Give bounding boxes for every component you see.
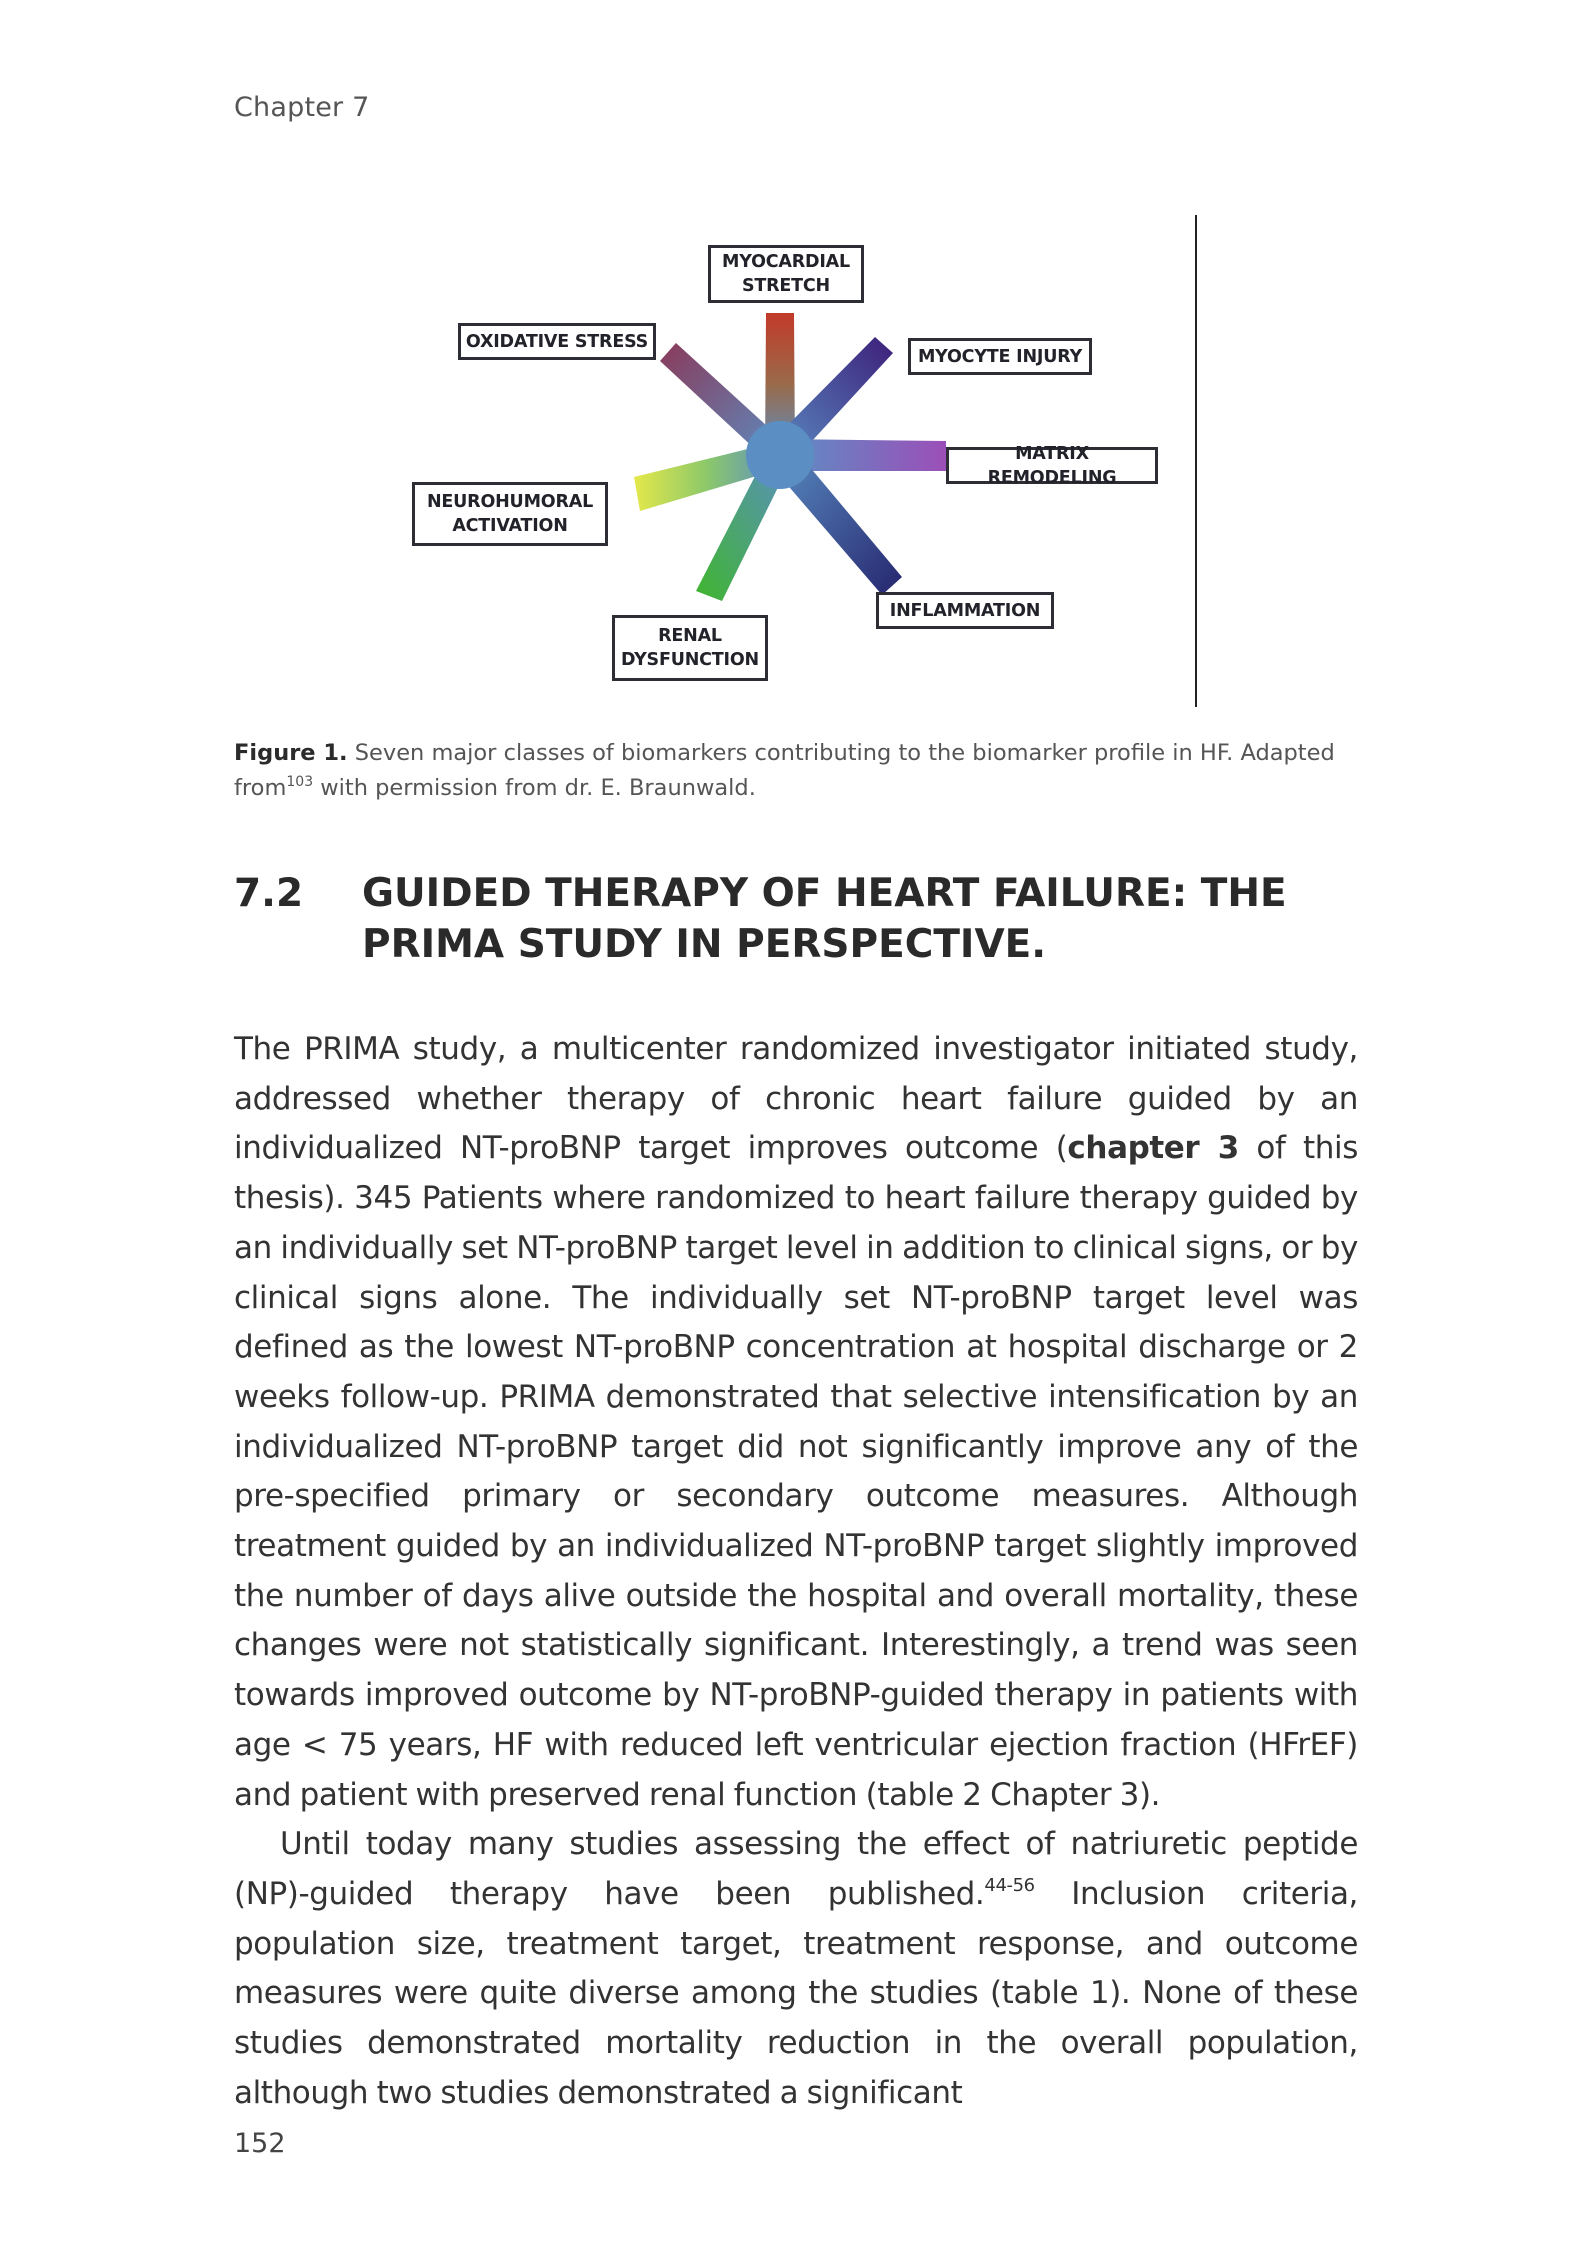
biomarker-hub	[746, 421, 814, 489]
caption-ref: 103	[286, 774, 314, 790]
label-myocyte-injury: MYOCYTE INJURY	[908, 338, 1092, 375]
paragraph-1	[234, 1025, 1358, 1820]
section-number: 7.2	[234, 871, 304, 916]
body-text	[234, 1025, 1358, 2118]
biomarker-figure	[380, 215, 1220, 715]
chapter-reference: chapter 3	[1067, 1130, 1239, 1167]
caption-text: Seven major classes of biomarkers contributing to the biomarker profile in HF. Adapted from	[234, 740, 1335, 801]
paragraph-2-text: Until today many studies assessing the effect of natriuretic peptide (NP)-guided therapy have been published.	[234, 1826, 1358, 1912]
caption-text-2: with permission from dr. E. Braunwald.	[313, 775, 756, 801]
page-number: 152	[234, 2128, 286, 2159]
paragraph-1-text: The PRIMA study, a multicenter randomized investigator initiated study, addressed whether therapy of chronic heart failure guided by an individualized NT-proBNP target improves outcome (	[234, 1031, 1358, 1167]
paragraph-2	[234, 1820, 1358, 2118]
paragraph-2-text-cont: Inclusion criteria, population size, treatment target, treatment response, and outcome measures were quite diverse among the studies (table 1). None of these studies demonstrated mortality reduction in the overall population, although two studies demonstrated a significant	[234, 1875, 1358, 2111]
section-heading	[234, 868, 1374, 970]
label-matrix-remodeling: MATRIX REMODELING	[946, 447, 1158, 484]
label-neurohumoral-activation: NEUROHUMORAL ACTIVATION	[412, 482, 608, 546]
label-oxidative-stress: OXIDATIVE STRESS	[458, 323, 656, 360]
label-myocardial-stretch: MYOCARDIAL STRETCH	[708, 245, 864, 303]
figure-caption	[234, 736, 1358, 806]
figure-divider-line	[1195, 215, 1197, 707]
caption-label: Figure 1.	[234, 740, 348, 766]
running-header: Chapter 7	[234, 92, 370, 123]
paragraph-2-ref: 44-56	[984, 1874, 1035, 1896]
section-title: GUIDED THERAPY OF HEART FAILURE: THE PRIMA STUDY IN PERSPECTIVE.	[362, 871, 1287, 967]
label-inflammation: INFLAMMATION	[876, 592, 1054, 629]
label-renal-dysfunction: RENAL DYSFUNCTION	[612, 615, 768, 681]
paragraph-1-text-cont: of this thesis). 345 Patients where randomized to heart failure therapy guided by an individually set NT-proBNP target level in addition to clinical signs, or by clinical signs alone. The individually set NT-proBNP target level was defined as the lowest NT-proBNP concentration at hospital discharge or 2 weeks follow-up. PRIMA demonstrated that selective intensification by an individualized NT-proBNP target did not significantly improve any of the pre-specified primary or secondary outcome measures. Although treatment guided by an individualized NT-proBNP target slightly improved the number of days alive outside the hospital and overall mortality, these changes were not statistically significant. Interestingly, a trend was seen towards improved outcome by NT-proBNP-guided therapy in patients with age < 75 years, HF with reduced left ventricular ejection fraction (HFrEF) and patient with preserved renal function (table 2 Chapter 3).	[234, 1130, 1358, 1813]
